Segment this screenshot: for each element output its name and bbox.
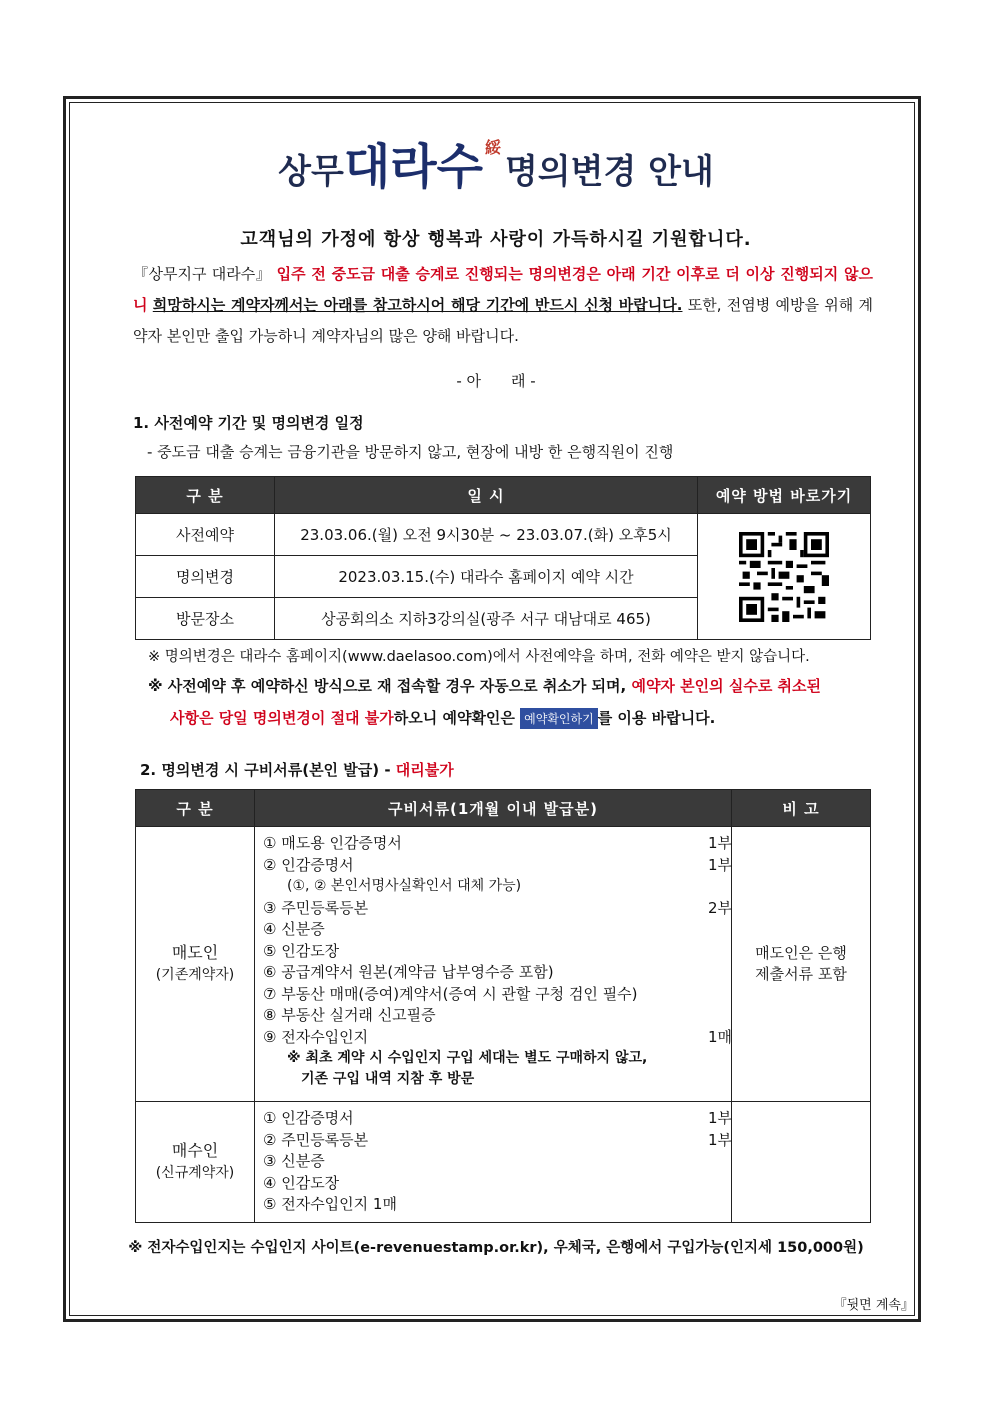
seller-docs [255, 827, 732, 1102]
list-item: (①, ② 본인서명사실확인서 대체 가능) [287, 878, 522, 894]
section1-sub: - 중도금 대출 승계는 금융기관을 방문하지 않고, 현장에 내방 한 은행직원이 진행 [147, 443, 674, 461]
documents-table [135, 789, 871, 1223]
seller-sublabel: (기존계약자) [155, 967, 235, 983]
buyer-remark [732, 1102, 871, 1223]
buyer-docs [255, 1102, 732, 1223]
list-item: ⑤ 전자수입인지 1매 [263, 1195, 397, 1213]
qr-code-icon[interactable] [739, 532, 829, 622]
greeting: 고객님의 가정에 항상 행복과 사랑이 가득하시길 기원합니다. [240, 229, 752, 250]
col-header: 일 시 [275, 477, 698, 514]
table-row [136, 1102, 871, 1223]
col-header: 구 분 [136, 477, 275, 514]
list-item: ⑥ 공급계약서 원본(계약금 납부영수증 포함) [263, 963, 554, 981]
list-item: ② 인감증명서 1부 [263, 855, 733, 874]
section1-heading: 1. 사전예약 기간 및 명의변경 일정 [133, 414, 364, 432]
seller-remark: 매도인은 은행 제출서류 포함 [732, 827, 871, 1102]
note-reservation: ※ 명의변경은 대라수 홈페이지(www.daelasoo.com)에서 사전예약을 하며, 전화 예약은 받지 않습니다. [148, 649, 810, 665]
section2-heading: 2. 명의변경 시 구비서류(본인 발급) - 대리불가 [140, 761, 454, 779]
col-header: 예약 방법 바로가기 [698, 477, 871, 514]
note-cancel: ※ 사전예약 후 예약하신 방식으로 재 접속할 경우 자동으로 취소가 되며, 예약자 본인의 실수로 취소된 [148, 677, 822, 695]
list-item: ④ 신분증 [263, 920, 325, 938]
list-item: ③ 주민등록등본 2부 [263, 898, 733, 917]
list-item: ⑨ 전자수입인지 1매 [263, 1027, 733, 1046]
list-item: ⑤ 인감도장 [263, 941, 340, 960]
stamp-note: ※ 최초 계약 시 수입인지 구입 세대는 별도 구매하지 않고, [287, 1050, 648, 1066]
col-header: 구비서류(1개월 이내 발급분) [255, 790, 732, 827]
list-item: ⑦ 부동산 매매(증여)계약서(증여 시 관할 구청 검인 필수) [263, 984, 638, 1003]
notice-divider: - 아 래 - [456, 372, 536, 390]
stamp-footnote: ※ 전자수입인지는 수입인지 사이트(e-revenuestamp.or.kr), 우체국, 은행에서 구입가능(인지세 150,000원) [128, 1240, 864, 1256]
reservation-confirm-button[interactable]: 예약확인하기 [520, 708, 598, 729]
schedule-table [135, 476, 871, 640]
col-header: 구 분 [136, 790, 255, 827]
list-item: ③ 신분증 [263, 1152, 325, 1170]
list-item: ⑧ 부동산 실거래 신고필증 [263, 1006, 436, 1024]
buyer-label: 매수인 [171, 1141, 219, 1160]
col-header: 비 고 [732, 790, 871, 827]
continued-label: 『뒷면 계속』 [833, 1298, 914, 1313]
row-value: 2023.03.15.(수) 대라수 홈페이지 예약 시간 [275, 556, 698, 598]
row-label: 사전예약 [136, 514, 275, 556]
row-label: 방문장소 [136, 598, 275, 640]
list-item: ④ 인감도장 [263, 1173, 340, 1192]
note-confirm: 사항은 당일 명의변경이 절대 불가하오니 예약확인은 예약확인하기 를 이용 바랍니다. [170, 709, 716, 727]
seller-label: 매도인 [171, 943, 219, 962]
stamp-note: 기존 구입 내역 지참 후 방문 [301, 1071, 475, 1087]
row-value: 상공회의소 지하3강의실(광주 서구 대남대로 465) [275, 598, 698, 640]
seller-label-cell [136, 827, 255, 1102]
buyer-sublabel: (신규계약자) [155, 1165, 235, 1181]
intro-paragraph: 『상무지구 대라수』 입주 전 중도금 대출 승계로 진행되는 명의변경은 아래 기간 이후로 더 이상 진행되지 않으니 희망하시는 계약자께서는 아래를 참고하시어 해당 기간에 반드시 신청 바랍니다. 또한, 전염병 예방을 위해 계약자 본인만 출입 가능하니 계약자님의 많은 양해 바랍니다. [133, 265, 873, 345]
buyer-label-cell [136, 1102, 255, 1223]
list-item: ② 주민등록등본 1부 [263, 1130, 733, 1149]
list-item: ① 매도용 인감증명서 1부 [263, 834, 733, 852]
row-label: 명의변경 [136, 556, 275, 598]
page-title: 상무대라수 綏명의변경 안내 [278, 138, 714, 195]
table-row [136, 514, 871, 556]
table-row [136, 827, 871, 1102]
qr-cell[interactable] [698, 514, 871, 640]
row-value: 23.03.06.(월) 오전 9시30분 ~ 23.03.07.(화) 오후5시 [275, 514, 698, 556]
list-item: ① 인감증명서 1부 [263, 1109, 733, 1127]
